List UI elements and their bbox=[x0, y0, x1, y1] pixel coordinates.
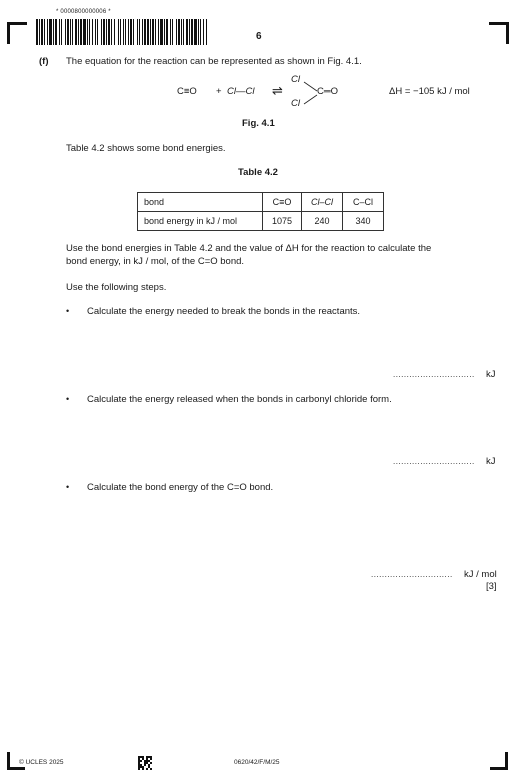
bond-energy-table bbox=[137, 192, 384, 231]
table-cell: bond energy in kJ / mol bbox=[138, 212, 263, 231]
question-part-label: (f) bbox=[39, 56, 49, 67]
qr-code-icon bbox=[138, 756, 152, 770]
plus-sign: + bbox=[216, 86, 222, 97]
paper-code: 0620/42/F/M/25 bbox=[234, 759, 280, 766]
table-row bbox=[138, 212, 384, 231]
page-number: 6 bbox=[256, 31, 262, 42]
answer-line[interactable]: .............................. bbox=[393, 457, 475, 466]
corner-mark-top-right bbox=[506, 22, 509, 44]
instruction-line: Use the bond energies in Table 4.2 and the value of ΔH for the reaction to calculate the bbox=[66, 243, 432, 254]
table-cell: 1075 bbox=[263, 212, 302, 231]
barcode-number: * 0000800000006 * bbox=[56, 9, 111, 15]
corner-mark-top-left bbox=[7, 22, 10, 44]
figure-label: Fig. 4.1 bbox=[242, 118, 275, 129]
product-co-group: C═O bbox=[317, 86, 338, 97]
table-cell: Cl–Cl bbox=[302, 193, 343, 212]
cl-top-atom: Cl bbox=[291, 74, 300, 85]
table-cell: bond bbox=[138, 193, 263, 212]
step-text: Calculate the energy needed to break the bonds in the reactants. bbox=[87, 306, 361, 317]
equilibrium-arrow: ⇌ bbox=[272, 83, 283, 98]
answer-line[interactable]: .............................. bbox=[371, 570, 453, 579]
barcode bbox=[36, 19, 210, 45]
cl2-reactant: Cl—Cl bbox=[227, 86, 255, 97]
corner-mark-bottom-left bbox=[7, 767, 25, 770]
table-cell: C≡O bbox=[263, 193, 302, 212]
corner-mark-top-left bbox=[7, 22, 27, 25]
table-cell: 240 bbox=[302, 212, 343, 231]
answer-line[interactable]: .............................. bbox=[393, 370, 475, 379]
answer-unit: kJ bbox=[486, 369, 496, 380]
steps-intro: Use the following steps. bbox=[66, 282, 167, 293]
delta-h: ΔH = −105 kJ / mol bbox=[389, 86, 470, 97]
instruction-line: bond energy, in kJ / mol, of the C=O bond. bbox=[66, 256, 245, 267]
table-cell: C–Cl bbox=[343, 193, 384, 212]
marks-allocation: [3] bbox=[486, 581, 497, 592]
bullet-icon: • bbox=[66, 306, 70, 316]
bullet-icon: • bbox=[66, 482, 70, 492]
table-intro: Table 4.2 shows some bond energies. bbox=[66, 143, 226, 154]
corner-mark-bottom-right bbox=[505, 752, 508, 770]
co-reactant: C≡O bbox=[177, 86, 197, 97]
step-text: Calculate the energy released when the bonds in carbonyl chloride form. bbox=[87, 394, 392, 405]
copyright: © UCLES 2025 bbox=[19, 759, 64, 766]
answer-unit: kJ / mol bbox=[464, 569, 497, 580]
step-text: Calculate the bond energy of the C=O bond. bbox=[87, 482, 274, 493]
bullet-icon: • bbox=[66, 394, 70, 404]
answer-unit: kJ bbox=[486, 456, 496, 467]
table-title: Table 4.2 bbox=[238, 167, 278, 178]
question-intro: The equation for the reaction can be represented as shown in Fig. 4.1. bbox=[66, 56, 362, 67]
cl-bottom-atom: Cl bbox=[291, 98, 300, 109]
table-cell: 340 bbox=[343, 212, 384, 231]
table-header-row bbox=[138, 193, 384, 212]
